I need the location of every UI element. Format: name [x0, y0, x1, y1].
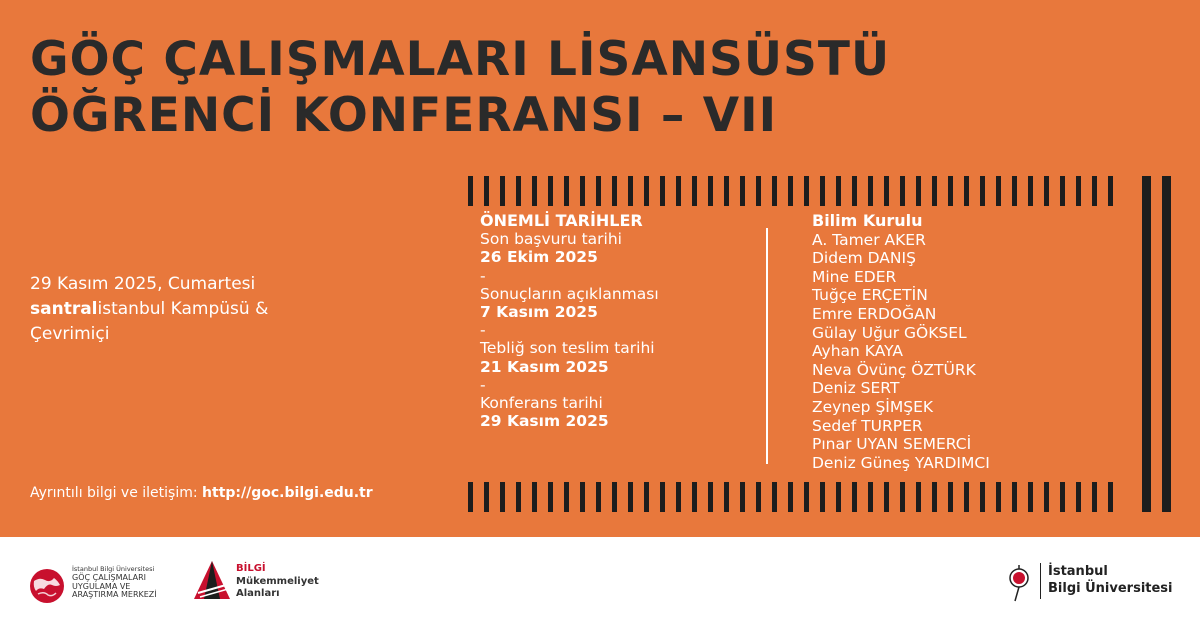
barcode-stripe	[548, 176, 553, 206]
barcode-stripe	[548, 482, 553, 512]
mukemmeliyet-logo[interactable]	[192, 559, 332, 609]
barcode-stripe	[772, 482, 777, 512]
barcode-stripe	[612, 176, 617, 206]
barcode-stripe	[660, 176, 665, 206]
barcode-stripe	[532, 482, 537, 512]
barcode-stripe	[532, 176, 537, 206]
barcode-stripe	[644, 176, 649, 206]
barcode-stripe	[500, 176, 505, 206]
bilgi-logo-text	[1048, 563, 1173, 597]
barcode-stripe	[852, 176, 857, 206]
barcode-stripe	[1108, 176, 1113, 206]
barcode-stripe	[484, 482, 489, 512]
committee-member: Ayhan KAYA	[812, 342, 903, 361]
bilgi-logo-line-1: İstanbul	[1048, 564, 1108, 579]
important-dates	[480, 212, 659, 430]
title-line-2: ÖĞRENCİ KONFERANSI – VII	[30, 88, 778, 143]
goc-logo-university: İstanbul Bilgi Üniversitesi	[72, 565, 155, 573]
barcode-stripe	[996, 482, 1001, 512]
barcode-stripe	[916, 176, 921, 206]
column-divider	[766, 228, 768, 464]
barcode-stripe	[900, 176, 905, 206]
venue-rest: istanbul Kampüsü &	[97, 299, 269, 319]
barcode-stripe	[1092, 176, 1097, 206]
barcode-stripe	[788, 176, 793, 206]
committee-member: Zeynep ŞİMŞEK	[812, 397, 934, 416]
barcode-stripe	[516, 176, 521, 206]
barcode-stripe	[468, 176, 473, 206]
barcode-stripe	[596, 176, 601, 206]
barcode-stripe	[932, 176, 937, 206]
barcode-stripe	[660, 482, 665, 512]
goc-logo-name	[72, 574, 157, 600]
barcode-bottom	[468, 482, 1136, 512]
contact-label: Ayrıntılı bilgi ve iletişim:	[30, 485, 198, 501]
event-date: 29 Kasım 2025, Cumartesi	[30, 274, 256, 294]
barcode-stripe	[948, 482, 953, 512]
title-line-1: GÖÇ ÇALIŞMALARI LİSANSÜSTÜ	[30, 32, 891, 87]
barcode-stripe	[916, 482, 921, 512]
goc-center-logo[interactable]	[28, 565, 178, 605]
barcode-stripe	[772, 176, 777, 206]
barcode-stripe	[740, 482, 745, 512]
committee-member: Pınar UYAN SEMERCİ	[812, 435, 972, 454]
committee-member: Sedef TURPER	[812, 416, 923, 435]
barcode-stripe	[1044, 482, 1049, 512]
barcode-stripe	[948, 176, 953, 206]
logo-separator	[1040, 563, 1041, 599]
barcode-stripe	[484, 176, 489, 206]
barcode-stripe	[1060, 176, 1065, 206]
barcode-stripe	[980, 176, 985, 206]
barcode-stripe	[628, 176, 633, 206]
contact-link[interactable]: http://goc.bilgi.edu.tr	[202, 485, 373, 501]
barcode-top	[468, 176, 1136, 206]
barcode-stripe	[612, 482, 617, 512]
committee-member: Deniz SERT	[812, 379, 900, 398]
barcode-stripe	[1012, 176, 1017, 206]
barcode-stripe	[852, 482, 857, 512]
committee-member: A. Tamer AKER	[812, 230, 926, 249]
barcode-stripe	[1108, 482, 1113, 512]
barcode-stripe	[692, 482, 697, 512]
date-item-label: Son başvuru tarihi	[480, 230, 622, 249]
committee-member: Neva Övünç ÖZTÜRK	[812, 360, 976, 379]
barcode-stripe	[564, 176, 569, 206]
venue-bold: santral	[30, 299, 98, 319]
barcode-stripe	[564, 482, 569, 512]
barcode-stripe	[724, 482, 729, 512]
barcode-stripe	[516, 482, 521, 512]
date-separator: -	[480, 321, 486, 340]
mukemmeliyet-text	[236, 576, 319, 600]
date-item-label: Sonuçların açıklanması	[480, 284, 659, 303]
date-item-label: Konferans tarihi	[480, 394, 603, 413]
committee-member: Tuğçe ERÇETİN	[812, 286, 928, 305]
event-venue	[30, 297, 268, 322]
barcode-stripe	[740, 176, 745, 206]
scientific-committee	[812, 212, 990, 472]
barcode-stripe	[932, 482, 937, 512]
committee-heading: Bilim Kurulu	[812, 211, 923, 230]
goc-logo-line-1: GÖÇ ÇALIŞMALARI	[72, 573, 146, 582]
barcode-stripe	[884, 176, 889, 206]
barcode-stripe	[868, 176, 873, 206]
committee-member: Gülay Uğur GÖKSEL	[812, 323, 967, 342]
barcode-stripe	[676, 176, 681, 206]
barcode-stripe	[692, 176, 697, 206]
barcode-stripe	[900, 482, 905, 512]
barcode-stripe	[580, 482, 585, 512]
mukemmeliyet-line-3: Alanları	[236, 588, 280, 599]
event-info	[30, 272, 268, 347]
barcode-stripe	[468, 482, 473, 512]
barcode-stripe	[580, 176, 585, 206]
committee-member: Deniz Güneş YARDIMCI	[812, 453, 990, 472]
date-item-value: 7 Kasım 2025	[480, 303, 598, 322]
vertical-bars	[1142, 176, 1182, 512]
barcode-stripe	[1060, 482, 1065, 512]
bilgi-logo-line-2: Bilgi Üniversitesi	[1048, 581, 1173, 596]
barcode-stripe	[500, 482, 505, 512]
goc-logo-line-2: UYGULAMA VE	[72, 581, 131, 591]
barcode-stripe	[868, 482, 873, 512]
barcode-stripe	[1076, 176, 1081, 206]
barcode-stripe	[1044, 176, 1049, 206]
committee-member: Emre ERDOĞAN	[812, 304, 937, 323]
barcode-stripe	[756, 176, 761, 206]
barcode-stripe	[820, 482, 825, 512]
barcode-stripe	[804, 482, 809, 512]
contact-info	[30, 485, 373, 501]
barcode-stripe	[964, 482, 969, 512]
date-separator: -	[480, 266, 486, 285]
footer	[0, 537, 1200, 628]
barcode-stripe	[676, 482, 681, 512]
vertical-bar	[1142, 176, 1151, 512]
barcode-stripe	[596, 482, 601, 512]
mukemmeliyet-line-2: Mükemmeliyet	[236, 576, 319, 587]
barcode-stripe	[708, 482, 713, 512]
date-item-value: 21 Kasım 2025	[480, 357, 609, 376]
page-title	[30, 32, 890, 144]
mukemmeliyet-line-1: BİLGİ	[236, 563, 266, 574]
barcode-stripe	[884, 482, 889, 512]
vertical-bar	[1162, 176, 1171, 512]
barcode-stripe	[804, 176, 809, 206]
barcode-stripe	[788, 482, 793, 512]
goc-logo-line-3: ARAŞTIRMA MERKEZİ	[72, 590, 157, 599]
date-item-value: 29 Kasım 2025	[480, 412, 609, 431]
barcode-stripe	[724, 176, 729, 206]
bilgi-seal-icon	[1006, 563, 1032, 603]
globe-icon	[28, 567, 66, 605]
barcode-stripe	[820, 176, 825, 206]
committee-member: Didem DANIŞ	[812, 249, 916, 268]
barcode-stripe	[996, 176, 1001, 206]
excellence-mark-icon	[192, 559, 232, 605]
event-mode: Çevrimiçi	[30, 324, 110, 344]
barcode-stripe	[1028, 482, 1033, 512]
committee-member: Mine EDER	[812, 267, 897, 286]
barcode-stripe	[836, 482, 841, 512]
date-item-label: Tebliğ son teslim tarihi	[480, 339, 655, 358]
barcode-stripe	[980, 482, 985, 512]
barcode-stripe	[628, 482, 633, 512]
barcode-stripe	[1076, 482, 1081, 512]
barcode-stripe	[644, 482, 649, 512]
barcode-stripe	[1012, 482, 1017, 512]
barcode-stripe	[836, 176, 841, 206]
barcode-stripe	[756, 482, 761, 512]
barcode-stripe	[708, 176, 713, 206]
bilgi-university-logo[interactable]	[1006, 563, 1176, 603]
barcode-stripe	[1092, 482, 1097, 512]
date-item-value: 26 Ekim 2025	[480, 248, 598, 267]
date-separator: -	[480, 375, 486, 394]
dates-heading: ÖNEMLİ TARİHLER	[480, 211, 643, 230]
barcode-stripe	[964, 176, 969, 206]
barcode-stripe	[1028, 176, 1033, 206]
